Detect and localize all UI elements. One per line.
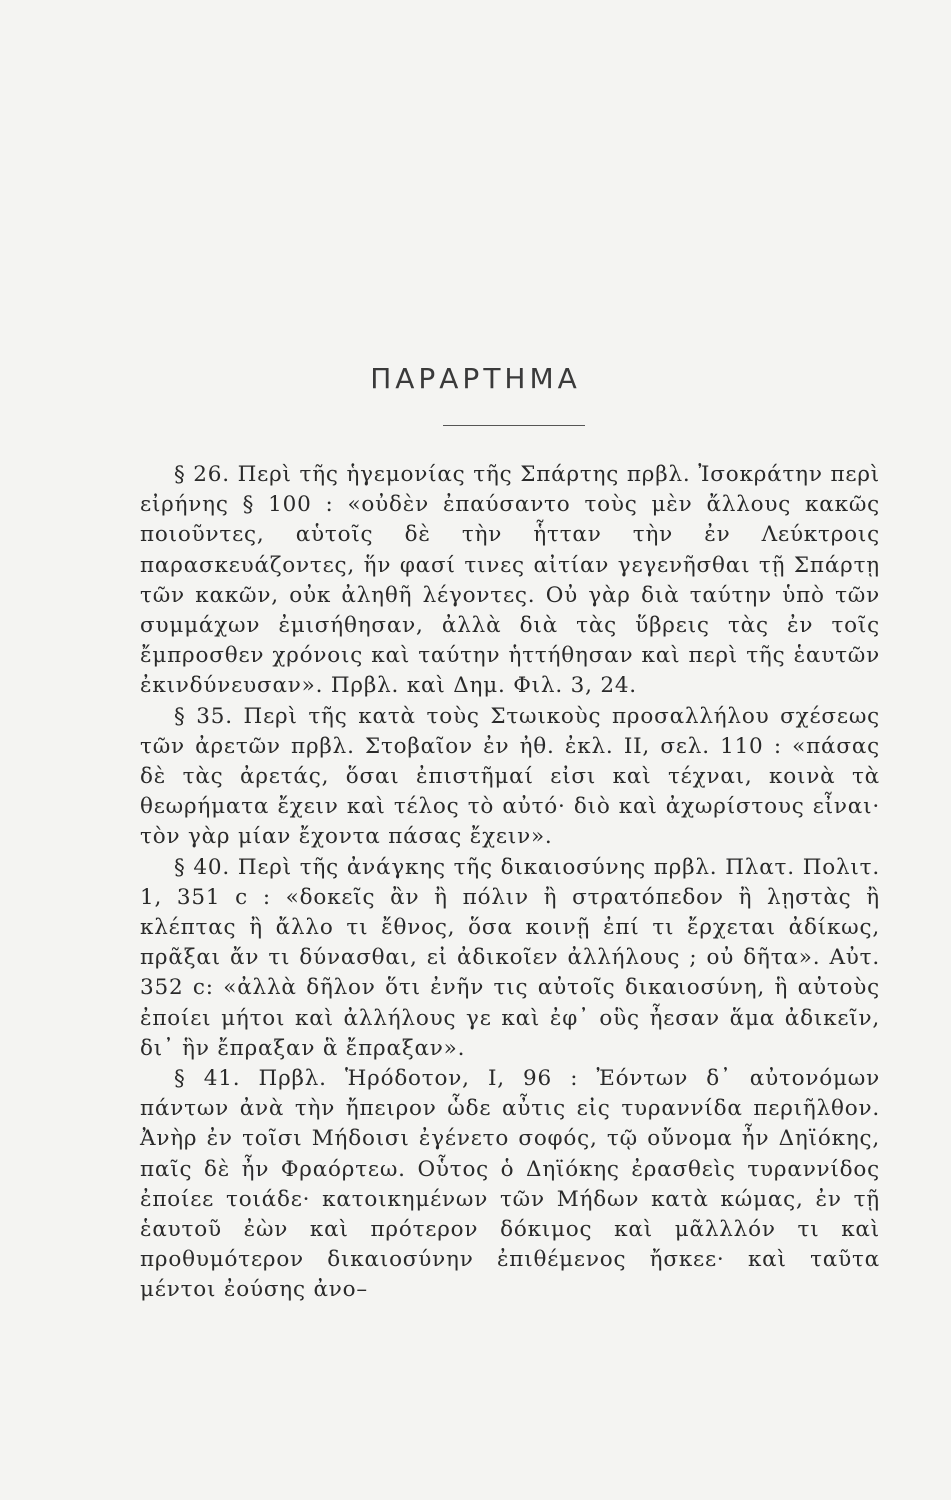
paragraph-section-41: § 41. Πρβλ. Ἡρόδοτον, I, 96 : Ἐόντων δ᾽ αὐτονόμων πάντων ἀνὰ τὴν ἤπειρον ὧδε αὖτις εἰς τυραννίδα περιῆλθον. Ἀνὴρ ἐν τοῖσι Μήδοισι ἐγένετο σοφός, τῷ οὔνομα ἦν Δηϊόκης, παῖς δὲ ἦν Φραόρτεω. Οὗτος ὁ Δηϊόκης ἐρασθεὶς τυραννίδος ἐποίεε τοιάδε· κατοικημένων τῶν Μήδων κατὰ κώμας, ἐν τῇ ἑαυτοῦ ἐὼν καὶ πρότερον δόκιμος καὶ μᾶλλλόν τι καὶ προθυμότερον δικαιοσύνην ἐπιθέμενος ἤσκεε· καὶ ταῦτα μέντοι ἐούσης ἀνο– bbox=[140, 1066, 880, 1303]
paragraph-section-40: § 40. Περὶ τῆς ἀνάγκης τῆς δικαιοσύνης πρβλ. Πλατ. Πολιτ. 1, 351 c : «δοκεῖς ἂν ἢ πόλιν ἢ στρατόπεδον ἢ λῃστὰς ἢ κλέπτας ἢ ἄλλο τι ἔθνος, ὅσα κοινῇ ἐπί τι ἔρχεται ἀδίκως, πρᾶξαι ἄν τι δύνασθαι, εἰ ἀδικοῖεν ἀλλήλους ; οὐ δῆτα». Αὐτ. 352 c: «ἀλλὰ δῆλον ὅτι ἐνῆν τις αὐτοῖς δικαιοσύνη, ἣ αὐτοὺς ἐποίει μήτοι καὶ ἀλλήλους γε καὶ ἐφ᾽ οὓς ἦεσαν ἅμα ἀδικεῖν, δι᾽ ἣν ἔπραξαν ἃ ἔπραξαν». bbox=[140, 854, 880, 1061]
page-heading: ΠΑΡΑΡΤΗΜΑ bbox=[370, 362, 581, 395]
body-text bbox=[140, 460, 880, 1306]
paragraph-section-26: § 26. Περὶ τῆς ἡγεμονίας τῆς Σπάρτης πρβλ. Ἰσοκράτην περὶ εἰρήνης § 100 : «οὐδὲν ἐπαύσαντο τοὺς μὲν ἄλλους κακῶς ποιοῦντες, αὑτοῖς δὲ τὴν ἧτταν τὴν ἐν Λεύκτροις παρασκευάζοντες, ἥν φασί τινες αἰτίαν γεγενῆσθαι τῇ Σπάρτῃ τῶν κακῶν, οὐκ ἀληθῆ λέγοντες. Οὐ γὰρ διὰ ταύτην ὑπὸ τῶν συμμάχων ἐμισήθησαν, ἀλλὰ διὰ τὰς ὕβρεις τὰς ἐν τοῖς ἔμπροσθεν χρόνοις καὶ ταύτην ἡττήθησαν καὶ περὶ τῆς ἑαυτῶν ἐκινδύνευσαν». Πρβλ. καὶ Δημ. Φιλ. 3, 24. bbox=[140, 462, 880, 699]
heading-divider bbox=[443, 425, 585, 426]
paragraph-section-35: § 35. Περὶ τῆς κατὰ τοὺς Στωικοὺς προσαλλήλου σχέσεως τῶν ἀρετῶν πρβλ. Στοβαῖον ἐν ἠθ. ἐκλ. II, σελ. 110 : «πάσας δὲ τὰς ἀρετάς, ὅσαι ἐπιστῆμαί εἰσι καὶ τέχναι, κοινὰ τὰ θεωρήματα ἔχειν καὶ τέλος τὸ αὐτό· διὸ καὶ ἀχωρίστους εἶναι· τὸν γὰρ μίαν ἔχοντα πάσας ἔχειν». bbox=[140, 703, 880, 850]
